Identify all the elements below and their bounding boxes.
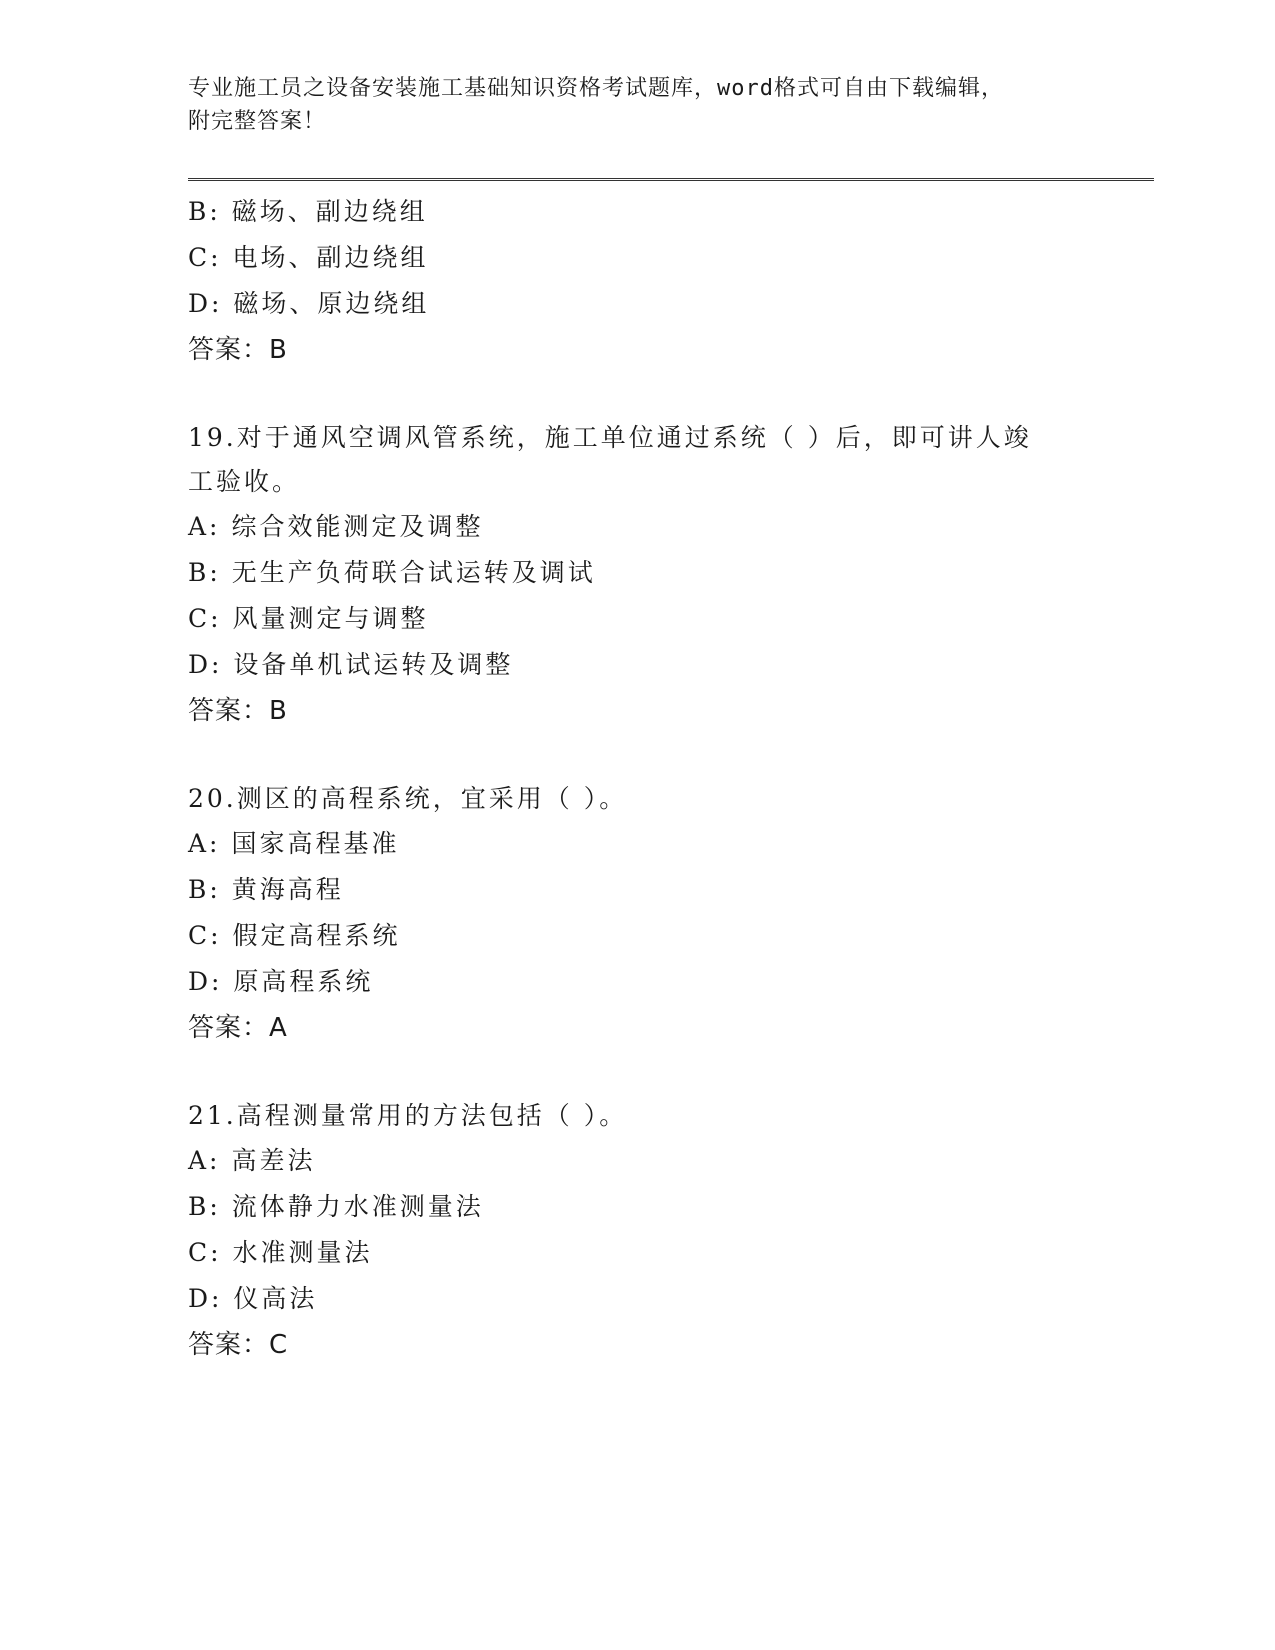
- option-c: C: 假定高程系统: [188, 921, 401, 950]
- option-b: B: 磁场、副边绕组: [188, 197, 428, 226]
- answer-line: 答案：B: [188, 696, 288, 726]
- header-line-1: 专业施工员之设备安装施工基础知识资格考试题库，word格式可自由下载编辑，: [188, 76, 1004, 101]
- option-d: D: 磁场、原边绕组: [188, 289, 430, 318]
- option-c: C: 风量测定与调整: [188, 604, 429, 633]
- question-20: [188, 777, 1148, 1051]
- option-b: B: 无生产负荷联合试运转及调试: [188, 558, 596, 587]
- answer-line: 答案：A: [188, 1013, 288, 1043]
- option-b: B: 流体静力水准测量法: [188, 1192, 484, 1221]
- question-list: [188, 189, 1148, 1368]
- option-a: A: 综合效能测定及调整: [188, 512, 484, 541]
- answer-line: 答案：B: [188, 335, 288, 365]
- document-header: [188, 72, 1068, 138]
- header-line-2: 附完整答案！: [188, 109, 327, 134]
- question-partial: [188, 189, 1148, 373]
- question-title: 19.对于通风空调风管系统，施工单位通过系统（ ）后，即可讲人竣 工验收。: [188, 423, 1032, 496]
- option-d: D: 仪高法: [188, 1284, 318, 1313]
- answer-line: 答案：C: [188, 1330, 289, 1360]
- question-21: [188, 1094, 1148, 1368]
- header-divider: [188, 178, 1154, 181]
- option-d: D: 设备单机试运转及调整: [188, 650, 514, 679]
- question-title: 20.测区的高程系统，宜采用（ ）。: [188, 784, 628, 813]
- option-c: C: 电场、副边绕组: [188, 243, 429, 272]
- question-title: 21.高程测量常用的方法包括（ ）。: [188, 1101, 628, 1130]
- option-a: A: 国家高程基准: [188, 829, 400, 858]
- question-19: [188, 416, 1148, 734]
- option-d: D: 原高程系统: [188, 967, 374, 996]
- option-c: C: 水准测量法: [188, 1238, 373, 1267]
- option-a: A: 高差法: [188, 1146, 316, 1175]
- option-b: B: 黄海高程: [188, 875, 344, 904]
